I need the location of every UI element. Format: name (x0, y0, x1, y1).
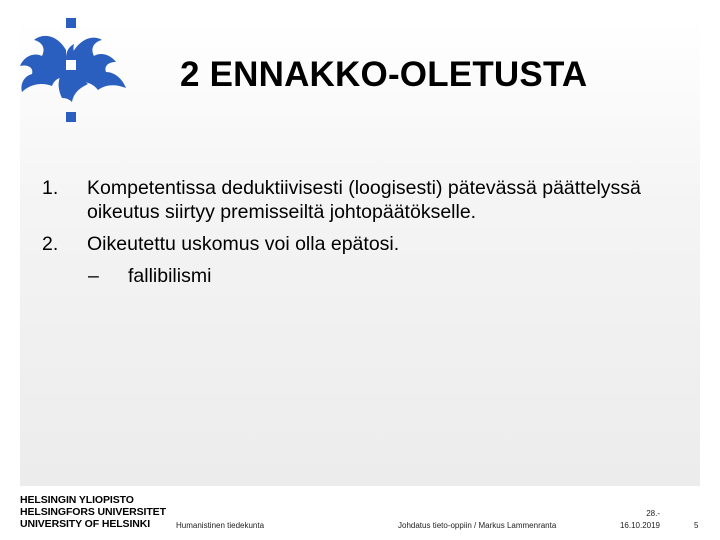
slide-title: 2 ENNAKKO-OLETUSTA (180, 55, 588, 94)
footer-faculty: Humanistinen tiedekunta (176, 521, 265, 530)
list-item-number: 2. (42, 233, 59, 255)
university-name-fi: HELSINGIN YLIOPISTO (20, 494, 134, 506)
list-item-number: 1. (42, 177, 59, 199)
footer-course: Johdatus tieto-oppiin / Markus Lammenranta (398, 521, 557, 530)
university-name-en: UNIVERSITY OF HELSINKI (20, 518, 151, 530)
university-name (20, 494, 190, 530)
university-flame-logo-icon (18, 18, 130, 122)
list-item-text: Kompetentissa deduktiivisesti (loogisesti) pätevässä päättelyssä oikeutus siirtyy premisseiltä johtopäätökselle. (87, 177, 641, 223)
page-number: 5 (694, 521, 699, 530)
sub-list-item-text: fallibilismi (128, 265, 212, 287)
dash-bullet: – (88, 265, 99, 287)
list-item-text: Oikeutettu uskomus voi olla epätosi. (87, 233, 400, 255)
university-name-sv: HELSINGFORS UNIVERSITET (20, 506, 166, 518)
footer-date-line2: 16.10.2019 (619, 521, 660, 530)
footer-date-line1: 28.- (646, 509, 660, 518)
footer-date (600, 508, 660, 532)
